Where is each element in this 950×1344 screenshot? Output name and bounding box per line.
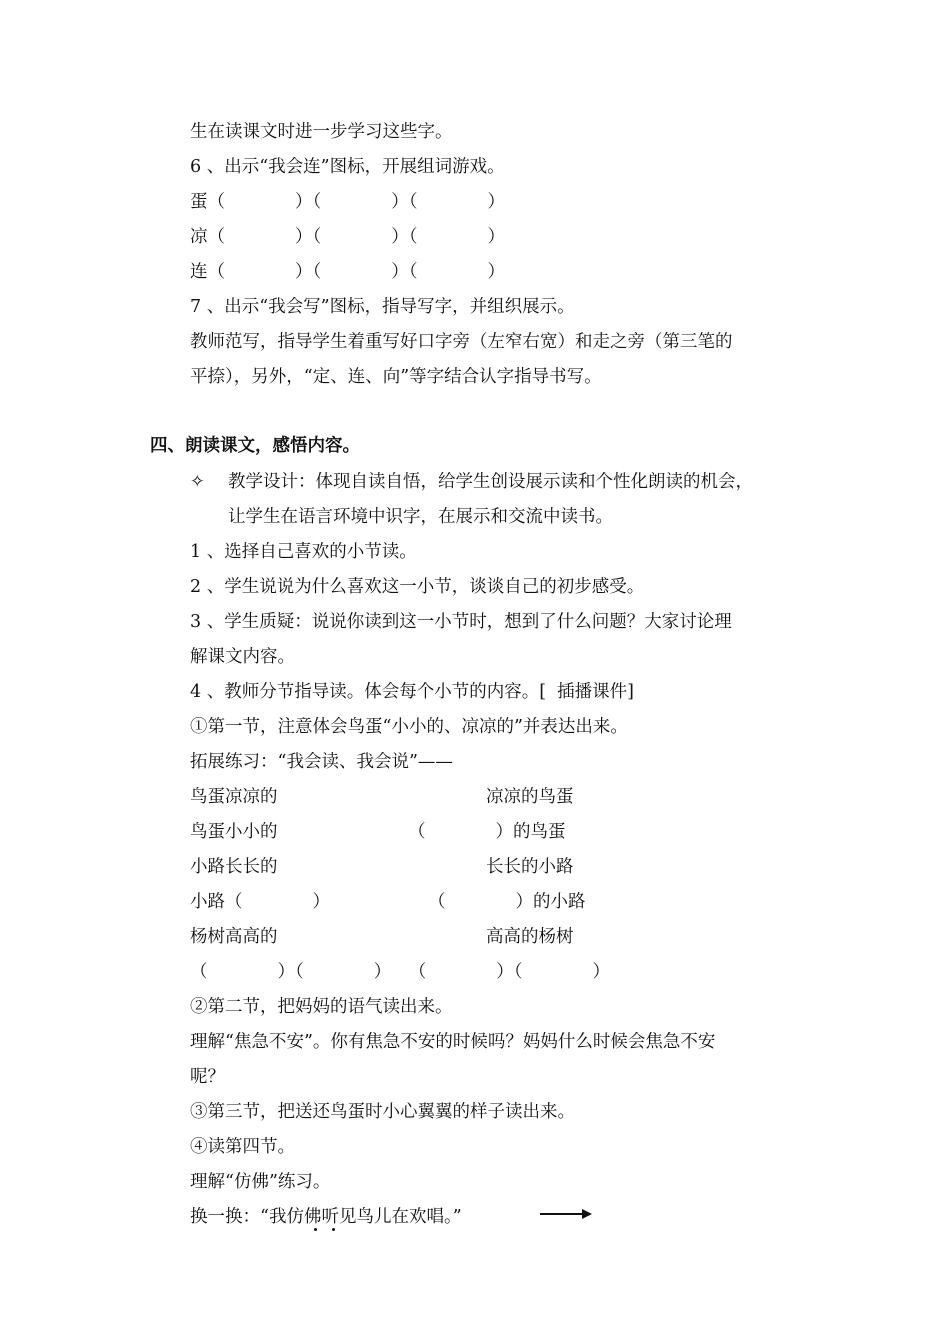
step-item: 解课文内容。 (190, 647, 295, 667)
practice-left: 杨树高高的 (190, 927, 278, 947)
fill-row: 蛋（ ）（ ）（ ） (190, 192, 505, 212)
text-line: 平捺），另外，“定、连、向”等字结合认字指导书写。 (190, 367, 602, 387)
text-line: ④读第四节。 (190, 1137, 295, 1157)
practice-right: （ ）的鸟蛋 (408, 822, 566, 842)
step-item: 3 、学生质疑：说说你读到这一小节时，想到了什么问题？大家讨论理 (190, 612, 732, 632)
text-line: ③第三节，把送还鸟蛋时小心翼翼的样子读出来。 (190, 1102, 575, 1122)
practice-right: 凉凉的鸟蛋 (486, 787, 574, 807)
fill-row: 连（ ）（ ）（ ） (190, 262, 505, 282)
text-line: 理解“仿佛”练习。 (190, 1172, 331, 1192)
design-note: 教学设计：体现自读自悟，给学生创设展示读和个性化朗读的机会， (228, 472, 753, 492)
text-line: ②第二节，把妈妈的语气读出来。 (190, 997, 453, 1017)
text-line: 7 、出示“我会写”图标，指导写字，并组织展示。 (190, 297, 575, 317)
design-note: 让学生在语言环境中识字，在展示和交流中读书。 (228, 507, 613, 527)
emphasis-dot (332, 1228, 335, 1231)
practice-left: 小路长长的 (190, 857, 278, 877)
text-line: 呢？ (190, 1067, 225, 1087)
text-line: ①第一节，注意体会鸟蛋“小小的、凉凉的”并表达出来。 (190, 717, 628, 737)
text-line: 生在读课文时进一步学习这些字。 (190, 122, 453, 142)
practice-left: 鸟蛋小小的 (190, 822, 278, 842)
design-mark-icon: ✧ (190, 472, 205, 492)
text-line: 6 、出示“我会连”图标，开展组词游戏。 (190, 157, 505, 177)
fill-row: 凉（ ）（ ）（ ） (190, 227, 505, 247)
practice-right: 高高的杨树 (486, 927, 574, 947)
practice-right: （ ）的小路 (428, 892, 586, 912)
practice-left: 小路（ ） (190, 892, 330, 912)
fill-row: （ ）（ ） （ ）（ ） (190, 962, 610, 982)
step-item: 1 、选择自己喜欢的小节读。 (190, 542, 417, 562)
text-line: 换一换：“我仿佛听见鸟儿在欢唱。” (190, 1207, 462, 1227)
text-line: 拓展练习：“我会读、我会说”—— (190, 752, 453, 772)
right-arrow-icon (540, 1208, 592, 1220)
text-line: 理解“焦急不安”。你有焦急不安的时候吗？妈妈什么时候会焦急不安 (190, 1032, 716, 1052)
emphasis-dot (314, 1228, 317, 1231)
practice-right: 长长的小路 (486, 857, 574, 877)
text-line: 教师范写，指导学生着重写好口字旁（左窄右宽）和走之旁（第三笔的 (190, 332, 733, 352)
section-heading: 四、朗读课文，感悟内容。 (150, 436, 360, 456)
step-item: 2 、学生说说为什么喜欢这一小节，谈谈自己的初步感受。 (190, 577, 645, 597)
step-item: 4 、教师分节指导读。体会每个小节的内容。[ 插播课件] (190, 682, 634, 702)
practice-left: 鸟蛋凉凉的 (190, 787, 278, 807)
